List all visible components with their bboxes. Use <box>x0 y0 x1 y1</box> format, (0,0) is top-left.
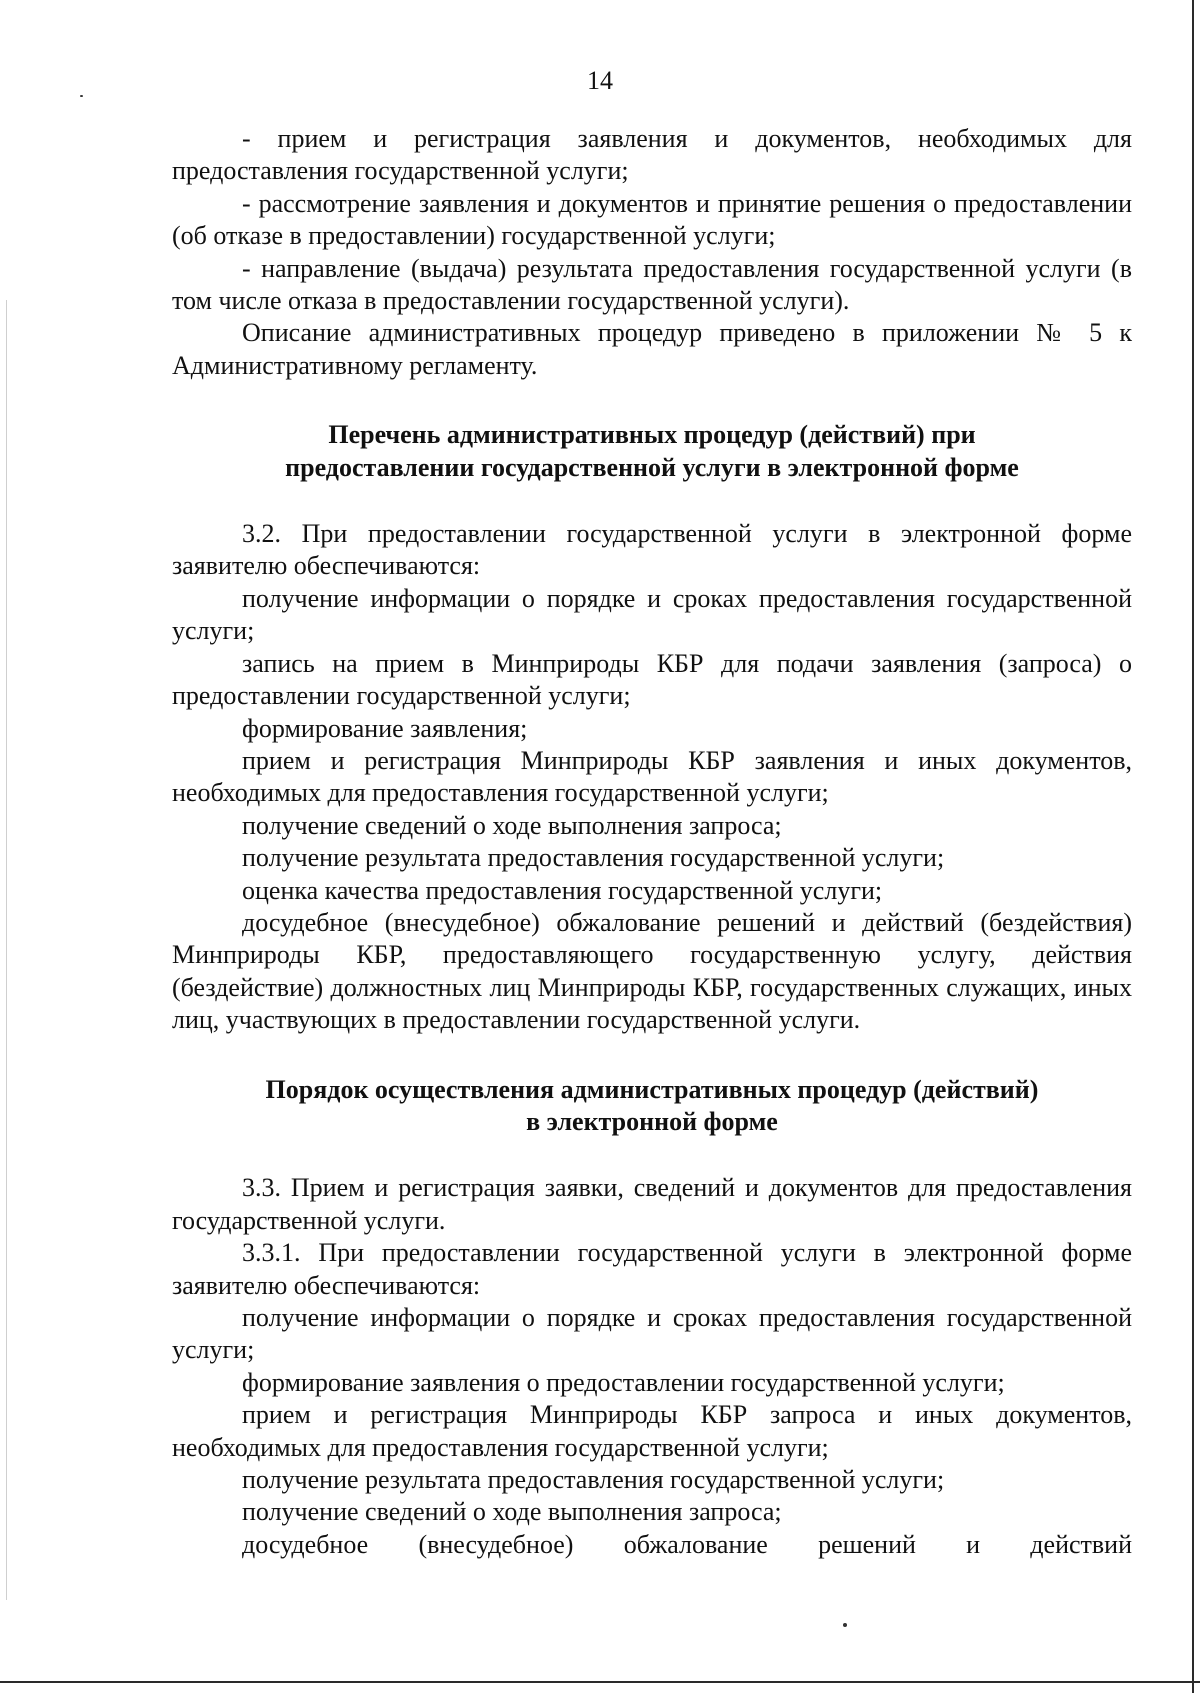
list-item: формирование заявления о предоставлении государственной услуги; <box>242 1367 1005 1397</box>
list-item: запись на прием в Минприроды КБР для подачи заявления (запроса) о предоставлении государственной услуги; <box>172 648 1132 711</box>
heading-line: Перечень административных процедур (действий) при <box>328 420 976 450</box>
list-item: прием и регистрация Минприроды КБР запроса и иных документов, необходимых для предоставления государственной услуги; <box>172 1400 1132 1462</box>
list-item: получение информации о порядке и сроках предоставления государственной услуги; <box>172 583 1132 646</box>
scan-edge-bottom <box>0 1681 1200 1683</box>
list-item: получение сведений о ходе выполнения запроса; <box>242 1497 782 1527</box>
list-item: получение результата предоставления государственной услуги; <box>242 843 945 873</box>
list-item: досудебное (внесудебное) обжалование решений и действий (бездействия) Минприроды КБР, предоставляющего государственную услугу, действия (бездействие) должностных лиц Минприроды КБР, государственных служащих, иных лиц, участвующих в предоставлении государственной услуги. <box>172 907 1132 1035</box>
paragraph: Описание административных процедур приведено в приложении № 5 к Административному регламенту. <box>172 318 1132 380</box>
paragraph: - направление (выдача) результата предоставления государственной услуги (в том числе отказа в предоставлении государственной услуги). <box>172 253 1132 316</box>
scan-edge-left <box>6 300 7 1600</box>
paragraph: - рассмотрение заявления и документов и принятие решения о предоставлении (об отказе в предоставлении) государственной услуги; <box>172 188 1132 251</box>
paragraph: 3.2. При предоставлении государственной услуги в электронной форме заявителю обеспечиваются: <box>172 519 1132 581</box>
heading-line: Порядок осуществления административных процедур (действий) <box>265 1074 1039 1104</box>
list-item: формирование заявления; <box>242 713 528 743</box>
scan-speck <box>843 1623 847 1627</box>
paragraph: - прием и регистрация заявления и документов, необходимых для предоставления государственной услуги; <box>172 124 1132 186</box>
paragraph: 3.3.1. При предоставлении государственной услуги в электронной форме заявителю обеспечиваются: <box>172 1238 1132 1300</box>
list-item: получение результата предоставления государственной услуги; <box>242 1465 945 1495</box>
list-item: прием и регистрация Минприроды КБР заявления и иных документов, необходимых для предоставления государственной услуги; <box>172 745 1132 808</box>
heading-line: в электронной форме <box>526 1106 778 1136</box>
body-text <box>172 123 1132 1561</box>
section-heading <box>172 1074 1132 1139</box>
section-heading <box>172 419 1132 484</box>
list-item: получение сведений о ходе выполнения запроса; <box>242 810 782 840</box>
list-item: досудебное (внесудебное) обжалование решений и действий <box>242 1529 1132 1559</box>
heading-line: предоставлении государственной услуги в электронной форме <box>285 452 1019 482</box>
scan-edge-right <box>1192 0 1194 1693</box>
page-number: 14 <box>587 66 613 95</box>
list-item: оценка качества предоставления государственной услуги; <box>242 875 883 905</box>
list-item: получение информации о порядке и сроках предоставления государственной услуги; <box>172 1303 1132 1365</box>
paragraph: 3.3. Прием и регистрация заявки, сведений и документов для предоставления государственной услуги. <box>172 1173 1132 1235</box>
